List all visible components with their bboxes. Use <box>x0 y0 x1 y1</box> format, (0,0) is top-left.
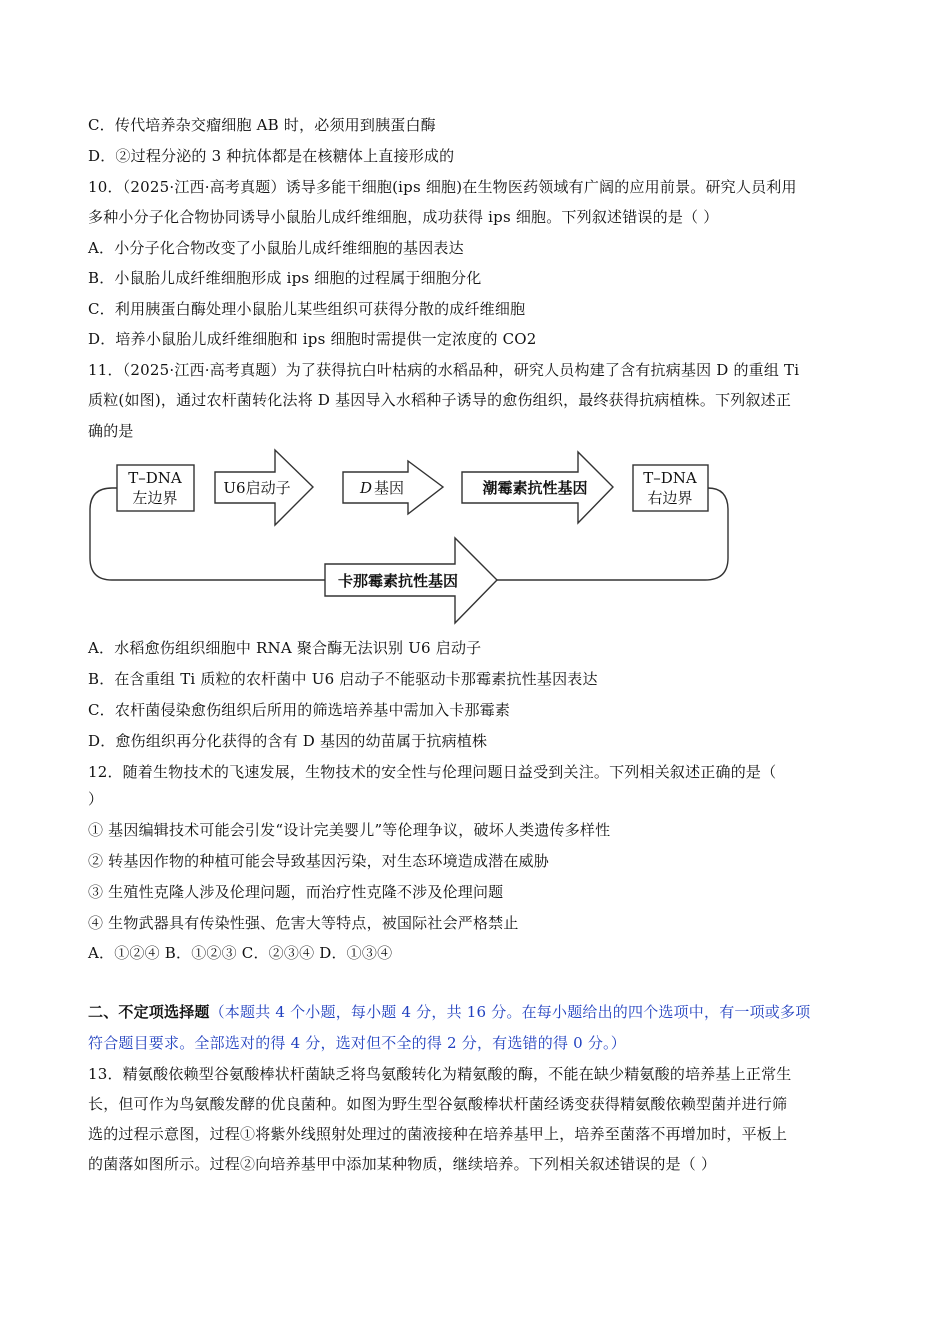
q11-option-a: A．水稻愈伤组织细胞中 RNA 聚合酶无法识别 U6 启动子 <box>88 639 482 657</box>
section2-heading: 二、不定项选择题 <box>88 1003 210 1021</box>
q11-option-c: C．农杆菌侵染愈伤组织后所用的筛选培养基中需加入卡那霉素 <box>88 701 511 719</box>
q12-stem-line2: ） <box>88 790 104 808</box>
q10-option-a: A．小分子化合物改变了小鼠胎儿成纤维细胞的基因表达 <box>88 239 464 257</box>
right-border-label-2: 右边界 <box>647 489 693 507</box>
plasmid-diagram <box>0 445 950 635</box>
q12-statement-3: ③ 生殖性克隆人涉及伦理问题，而治疗性克隆不涉及伦理问题 <box>88 883 504 901</box>
q13-stem-line3: 选的过程示意图，过程①将紫外线照射处理过的菌液接种在培养基甲上，培养至菌落不再增加时，平板上 <box>88 1125 788 1143</box>
q9-option-d: D．②过程分泌的 3 种抗体都是在核糖体上直接形成的 <box>88 147 455 165</box>
section2-header <box>88 1002 810 1022</box>
q13-stem-line4: 的菌落如图所示。过程②向培养基甲中添加某种物质，继续培养。下列相关叙述错误的是（ ） <box>88 1155 717 1173</box>
q12-statement-4: ④ 生物武器具有传染性强、危害大等特点，被国际社会严格禁止 <box>88 914 519 932</box>
q10-option-d: D．培养小鼠胎儿成纤维细胞和 ips 细胞时需提供一定浓度的 CO2 <box>88 330 537 348</box>
q10-option-b: B．小鼠胎儿成纤维细胞形成 ips 细胞的过程属于细胞分化 <box>88 269 482 287</box>
left-border-label-1: T–DNA <box>128 469 182 487</box>
q11-option-b: B．在含重组 Ti 质粒的农杆菌中 U6 启动子不能驱动卡那霉素抗性基因表达 <box>88 670 598 688</box>
q13-stem-line2: 长，但可作为鸟氨酸发酵的优良菌种。如图为野生型谷氨酸棒状杆菌经诱变获得精氨酸依赖型菌并进行筛 <box>88 1095 788 1113</box>
d-gene-label: 基因 <box>373 479 405 497</box>
q12-statement-2: ② 转基因作物的种植可能会导致基因污染，对生态环境造成潜在威胁 <box>88 852 549 870</box>
q10-stem-line1: 10．（2025·江西·高考真题）诱导多能干细胞(ips 细胞)在生物医药领域有广阔的应用前景。研究人员利用 <box>88 178 797 196</box>
q10-stem-line2: 多种小分子化合物协同诱导小鼠胎儿成纤维细胞，成功获得 ips 细胞。下列叙述错误的是（ ） <box>88 208 719 226</box>
q9-option-c: C．传代培养杂交瘤细胞 AB 时，必须用到胰蛋白酶 <box>88 116 436 134</box>
section2-note-line1: （本题共 4 个小题，每小题 4 分，共 16 分。在每小题给出的四个选项中，有一项或多项 <box>209 1003 811 1021</box>
kanamycin-gene-label: 卡那霉素抗性基因 <box>337 572 459 590</box>
d-gene-italic-label: D <box>359 479 373 497</box>
q13-stem-line1: 13．精氨酸依赖型谷氨酸棒状杆菌缺乏将鸟氨酸转化为精氨酸的酶，不能在缺少精氨酸的培养基上正常生 <box>88 1065 792 1083</box>
q12-stem-line1: 12．随着生物技术的飞速发展，生物技术的安全性与伦理问题日益受到关注。下列相关叙述正确的是（ <box>88 763 777 781</box>
q11-stem-line3: 确的是 <box>88 422 134 440</box>
q11-stem-line1: 11．（2025·江西·高考真题）为了获得抗白叶枯病的水稻品种，研究人员构建了含有抗病基因 D 的重组 Ti <box>88 361 800 379</box>
q10-option-c: C．利用胰蛋白酶处理小鼠胎儿某些组织可获得分散的成纤维细胞 <box>88 300 526 318</box>
q12-options: A．①②④ B．①②③ C．②③④ D．①③④ <box>88 944 393 962</box>
section2-note-line2: 符合题目要求。全部选对的得 4 分，选对但不全的得 2 分，有选错的得 0 分。） <box>88 1034 626 1052</box>
q12-statement-1: ① 基因编辑技术可能会引发“设计完美婴儿”等伦理争议，破坏人类遗传多样性 <box>88 821 611 839</box>
q11-option-d: D．愈伤组织再分化获得的含有 D 基因的幼苗属于抗病植株 <box>88 732 488 750</box>
q11-stem-line2: 质粒(如图)，通过农杆菌转化法将 D 基因导入水稻种子诱导的愈伤组织，最终获得抗病植株。下列叙述正 <box>88 391 792 409</box>
u6-promoter-label: U6启动子 <box>223 479 291 497</box>
hygromycin-gene-label: 潮霉素抗性基因 <box>482 479 588 497</box>
left-border-label-2: 左边界 <box>132 489 178 507</box>
right-border-label-1: T–DNA <box>643 469 697 487</box>
